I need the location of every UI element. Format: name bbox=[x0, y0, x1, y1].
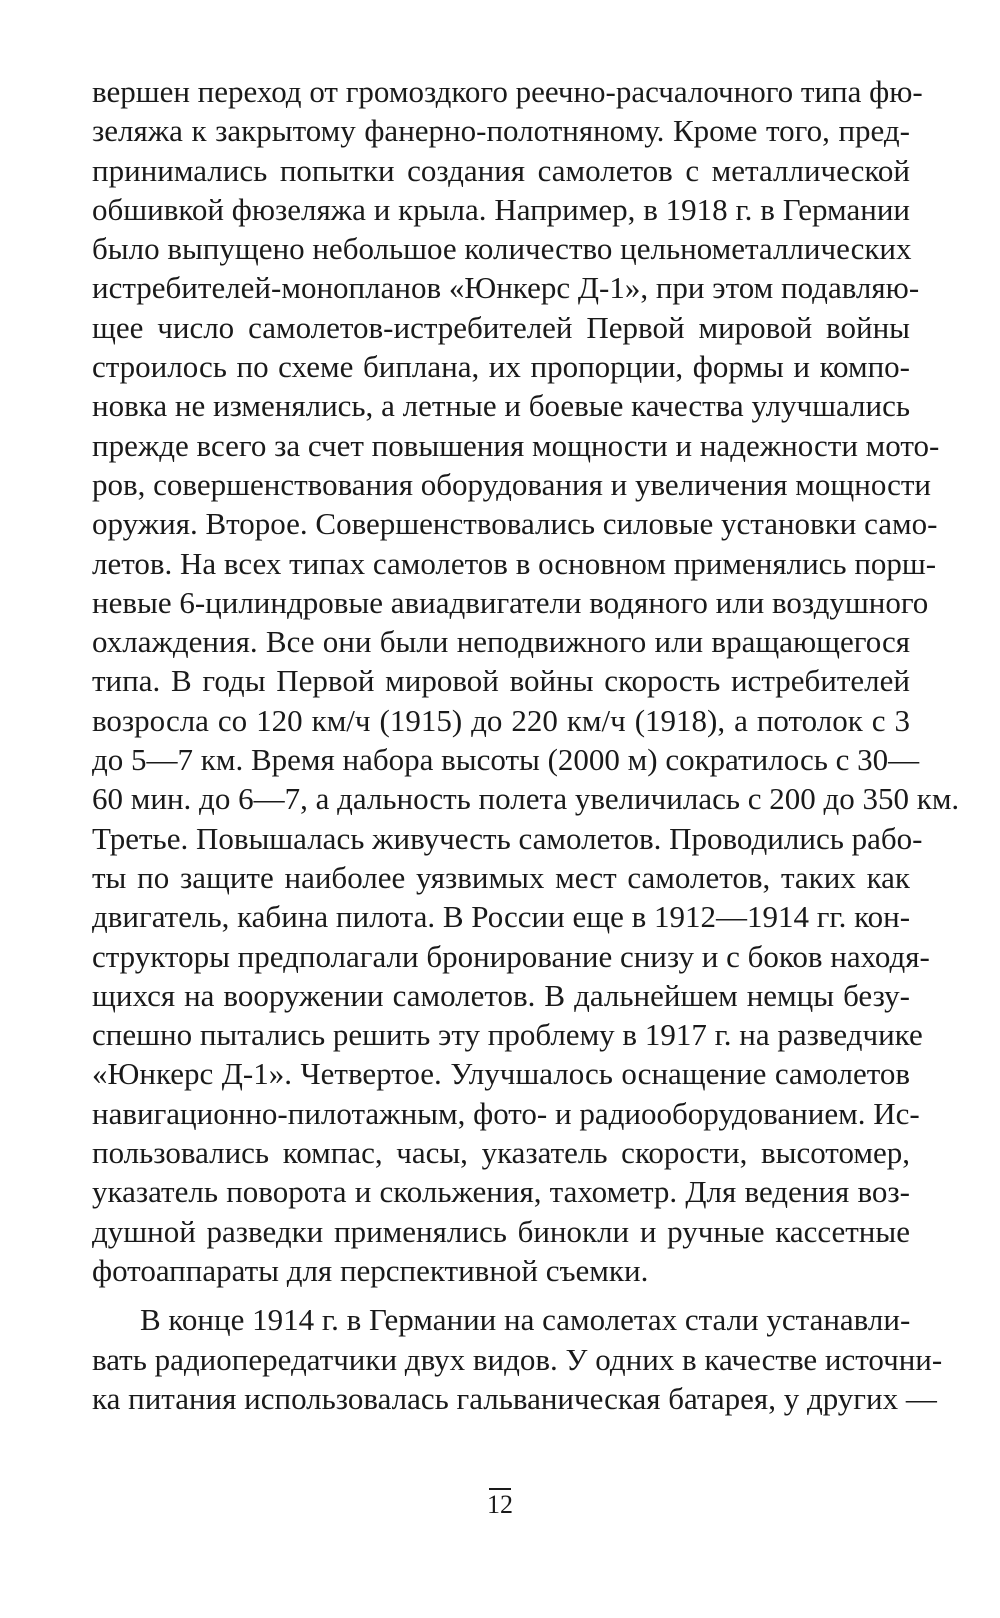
text-line: принимались попытки создания самолетов с металлической bbox=[92, 152, 910, 188]
paragraph-1 bbox=[92, 72, 960, 1290]
text-line: навигационно-пилотажным, фото- и радиооборудованием. Ис- bbox=[92, 1095, 920, 1131]
text-line: Третье. Повышалась живучесть самолетов. Проводились рабо- bbox=[92, 820, 923, 856]
text-line: оружия. Второе. Совершенствовались силовые установки само- bbox=[92, 506, 938, 542]
text-line: В конце 1914 г. в Германии на самолетах стали устанавли- bbox=[140, 1302, 911, 1338]
body-text bbox=[92, 72, 960, 1418]
text-line: истребителей-монопланов «Юнкерс Д-1», при этом подавляю- bbox=[92, 270, 920, 306]
page-number: 12 bbox=[487, 1490, 513, 1519]
text-line: охлаждения. Все они были неподвижного или вращающегося bbox=[92, 624, 910, 660]
paragraph-2 bbox=[92, 1300, 943, 1418]
text-line: щее число самолетов-истребителей Первой мировой войны bbox=[92, 309, 910, 345]
text-line: прежде всего за счет повышения мощности и надежности мото- bbox=[92, 427, 940, 463]
text-line: душной разведки применялись бинокли и ручные кассетные bbox=[92, 1213, 910, 1249]
text-line: ты по защите наиболее уязвимых мест самолетов, таких как bbox=[92, 859, 910, 895]
text-line: двигатель, кабина пилота. В России еще в 1912—1914 гг. кон- bbox=[92, 899, 911, 935]
text-line: зеляжа к закрытому фанерно-полотняному. Кроме того, пред- bbox=[92, 113, 910, 149]
text-line: фотоаппараты для перспективной съемки. bbox=[92, 1252, 649, 1288]
text-line: вать радиопередатчики двух видов. У одних в качестве источни- bbox=[92, 1341, 943, 1377]
text-line: строилось по схеме биплана, их пропорции, формы и компо- bbox=[92, 349, 910, 385]
text-line: ров, совершенствования оборудования и увеличения мощности bbox=[92, 466, 931, 502]
text-line: указатель поворота и скольжения, тахометр. Для ведения воз- bbox=[92, 1174, 910, 1210]
text-line: пользовались компас, часы, указатель скорости, высотомер, bbox=[92, 1135, 910, 1171]
text-line: было выпущено небольшое количество цельнометаллических bbox=[92, 231, 912, 267]
text-line: типа. В годы Первой мировой войны скорость истребителей bbox=[92, 663, 910, 699]
text-line: вершен переход от громоздкого реечно-расчалочного типа фю- bbox=[92, 74, 923, 109]
text-line: структоры предполагали бронирование снизу и с боков находя- bbox=[92, 938, 930, 974]
text-line: щихся на вооружении самолетов. В дальнейшем немцы безу- bbox=[92, 977, 910, 1013]
text-line: летов. На всех типах самолетов в основном применялись порш- bbox=[92, 545, 937, 581]
text-line: ка питания использовалась гальваническая батарея, у других — bbox=[92, 1380, 937, 1416]
paragraph-gap bbox=[92, 1290, 910, 1300]
text-line: обшивкой фюзеляжа и крыла. Например, в 1918 г. в Германии bbox=[92, 191, 910, 227]
text-line: спешно пытались решить эту проблему в 1917 г. на разведчике bbox=[92, 1017, 923, 1053]
text-line: новка не изменялись, а летные и боевые качества улучшались bbox=[92, 388, 910, 424]
text-line: до 5—7 км. Время набора высоты (2000 м) сократилось с 30— bbox=[92, 742, 920, 778]
text-line: невые 6-цилиндровые авиадвигатели водяного или воздушного bbox=[92, 584, 929, 620]
text-line: возросла со 120 км/ч (1915) до 220 км/ч (1918), а потолок с 3 bbox=[92, 702, 910, 738]
text-line: «Юнкерс Д-1». Четвертое. Улучшалось оснащение самолетов bbox=[92, 1056, 910, 1092]
text-line: 60 мин. до 6—7, а дальность полета увеличилась с 200 до 350 км. bbox=[92, 781, 960, 817]
